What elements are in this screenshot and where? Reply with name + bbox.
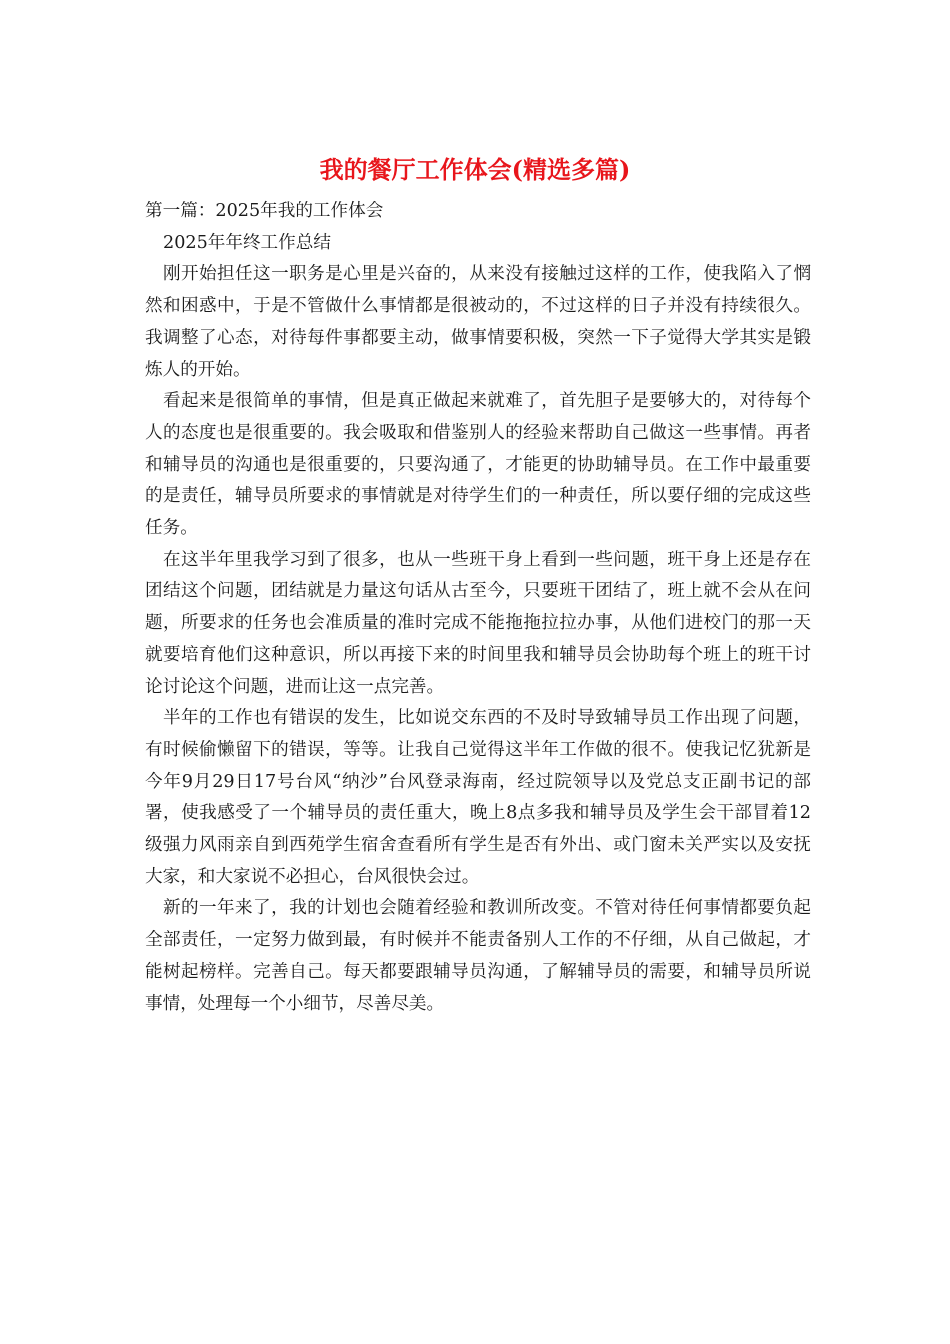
- subtitle: 2025年年终工作总结: [163, 232, 331, 253]
- section-heading: 第一篇：2025年我的工作体会: [145, 201, 384, 221]
- paragraph-4: 半年的工作也有错误的发生，比如说交东西的不及时导致辅导员工作出现了问题，有时候偷懒留下的错误，等等。让我自己觉得这半年工作做的很不。使我记忆犹新是今年9月29日17号台风“纳沙”台风登录海南，经过院领导以及党总支正副书记的部署，使我感受了一个辅导员的责任重大，晚上8点多我和辅导员及学生会干部冒着12级强力风雨亲自到西苑学生宿舍查看所有学生是否有外出、或门窗未关严实以及安抚大家，和大家说不必担心，台风很快会过。: [145, 708, 811, 887]
- document-title: 我的餐厅工作体会(精选多篇): [319, 155, 631, 184]
- paragraph-1: 刚开始担任这一职务是心里是兴奋的，从来没有接触过这样的工作，使我陷入了惘然和困惑中，于是不管做什么事情都是很被动的，不过这样的日子并没有持续很久。我调整了心态，对待每件事都要主动，做事情要积极，突然一下子觉得大学其实是锻炼人的开始。: [145, 264, 811, 380]
- paragraph-5: 新的一年来了，我的计划也会随着经验和教训所改变。不管对待任何事情都要负起全部责任，一定努力做到最，有时候并不能责备别人工作的不仔细，从自己做起，才能树起榜样。完善自己。每天都要跟辅导员沟通，了解辅导员的需要，和辅导员所说事情，处理每一个小细节，尽善尽美。: [145, 898, 811, 1014]
- document-body: [145, 196, 811, 1020]
- paragraph-3: 在这半年里我学习到了很多，也从一些班干身上看到一些问题，班干身上还是存在团结这个问题，团结就是力量这句话从古至今，只要班干团结了，班上就不会从在问题，所要求的任务也会准质量的准时完成不能拖拖拉拉办事，从他们进校门的那一天就要培育他们这种意识，所以再接下来的时间里我和辅导员会协助每个班上的班干讨论讨论这个问题，进而让这一点完善。: [145, 549, 811, 697]
- paragraph-2: 看起来是很简单的事情，但是真正做起来就难了，首先胆子是要够大的，对待每个人的态度也是很重要的。我会吸取和借鉴别人的经验来帮助自己做这一些事情。再者和辅导员的沟通也是很重要的，只要沟通了，才能更的协助辅导员。在工作中最重要的是责任，辅导员所要求的事情就是对待学生们的一种责任，所以要仔细的完成这些任务。: [145, 391, 811, 539]
